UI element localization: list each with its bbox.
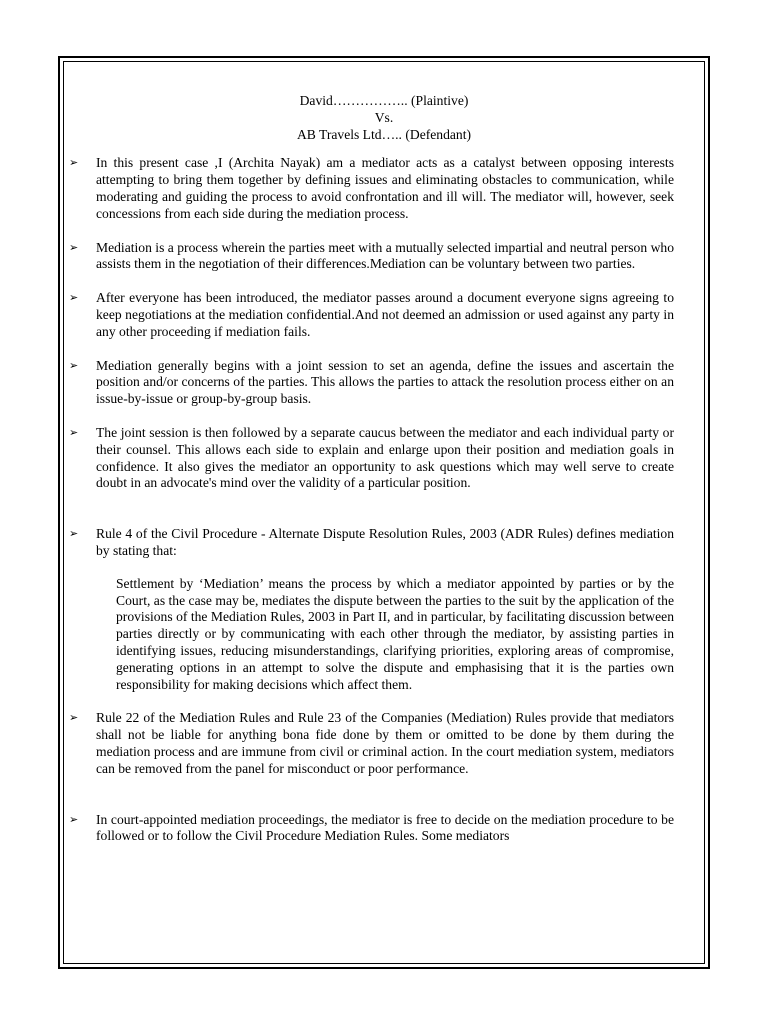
bullet-paragraph: [64, 812, 704, 846]
bullet-text: The joint session is then followed by a separate caucus between the mediator and each individual party or their counsel. This allows each side to explain and enlarge upon their position and mediation goals in confidence. It also gives the mediator an opportunity to ask questions which may well serve to create doubt in an advocate's mind over the validity of a particular position.: [96, 424, 674, 491]
bullet-paragraph: [64, 710, 704, 777]
arrowhead-bullet-icon: ➢: [69, 358, 79, 372]
bullet-paragraph: [64, 526, 704, 560]
arrowhead-bullet-icon: ➢: [69, 425, 79, 439]
bullet-paragraph: [64, 425, 704, 492]
document-body: [64, 93, 704, 845]
defendant-line: AB Travels Ltd….. (Defendant): [296, 126, 472, 142]
bullet-paragraph: [64, 290, 704, 340]
bullet-text: Mediation generally begins with a joint session to set an agenda, define the issues and ascertain the position and/or concerns of the parties. This allows the parties to attack the resolution process either on an issue-by-issue or group-by-group basis.: [96, 357, 674, 407]
bullet-text: Rule 4 of the Civil Procedure - Alternate Dispute Resolution Rules, 2003 (ADR Rules) defines mediation by stating that:: [96, 526, 674, 558]
bullet-text: After everyone has been introduced, the mediator passes around a document everyone signs agreeing to keep negotiations at the mediation confidential.And not deemed an admission or used against any party in any other proceeding if mediation fails.: [96, 290, 674, 339]
arrowhead-bullet-icon: ➢: [69, 812, 79, 826]
arrowhead-bullet-icon: ➢: [69, 711, 79, 725]
case-title: [64, 93, 704, 143]
versus-line: Vs.: [374, 109, 394, 125]
arrowhead-bullet-icon: ➢: [69, 527, 79, 541]
arrowhead-bullet-icon: ➢: [69, 240, 79, 254]
bullet-paragraph: [64, 155, 704, 222]
bullet-paragraph: [64, 358, 704, 408]
bullet-text: In this present case ,I (Archita Nayak) am a mediator acts as a catalyst between opposing interests attempting to bring them together by defining issues and eliminating obstacles to communication, while moderating and guiding the process to avoid confrontation and ill will. The mediator will, however, seek concessions from each side during the mediation process.: [96, 155, 674, 221]
bullet-text: Rule 22 of the Mediation Rules and Rule 23 of the Companies (Mediation) Rules provide that mediators shall not be liable for anything bona fide done by them or omitted to be done by them during the mediation process and are immune from civil or criminal action. In the court mediation system, mediators can be removed from the panel for misconduct or poor performance.: [96, 710, 674, 776]
arrowhead-bullet-icon: ➢: [69, 156, 79, 170]
plaintiff-line: David…………….. (Plaintive): [299, 93, 469, 108]
block-quote: Settlement by ‘Mediation’ means the process by which a mediator appointed by parties or by the Court, as the case may be, mediates the dispute between the parties to the suit by the application of the provisions of the Mediation Rules, 2003 in Part II, and in particular, by facilitating discussion between parties directly or by communicating with each other through the mediator, by assisting parties in identifying issues, reducing misunderstandings, clarifying priorities, exploring areas of compromise, generating options in an attempt to solve the dispute and emphasising that it is the parties own responsibility for making decisions which affect them.: [116, 575, 674, 692]
bullet-text: In court-appointed mediation proceedings, the mediator is free to decide on the mediation procedure to be followed or to follow the Civil Procedure Mediation Rules. Some mediators: [96, 811, 674, 844]
arrowhead-bullet-icon: ➢: [69, 291, 79, 305]
bullet-text: Mediation is a process wherein the parties meet with a mutually selected impartial and neutral person who assists them in the negotiation of their differences.Mediation can be voluntary between two parties.: [96, 239, 674, 272]
bullet-paragraph: [64, 240, 704, 274]
